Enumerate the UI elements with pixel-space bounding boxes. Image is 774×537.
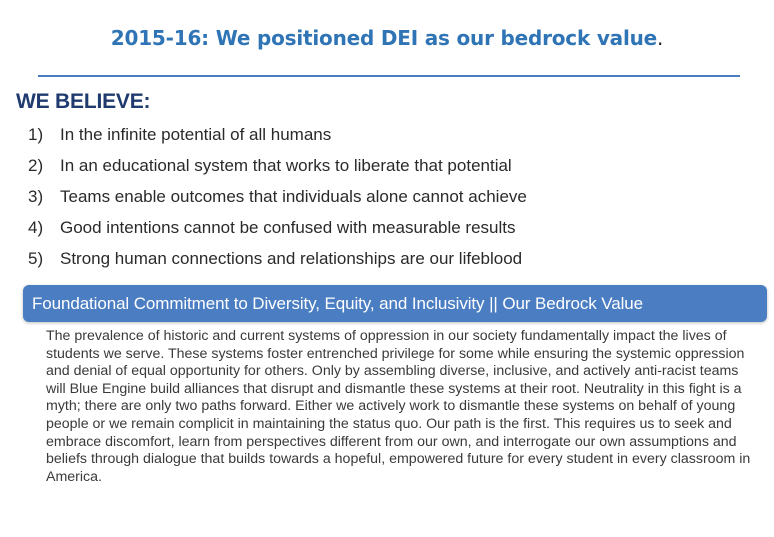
page-title-text: 2015-16: We positioned DEI as our bedrock value <box>110 26 658 50</box>
list-item <box>28 215 527 246</box>
list-item-text: In the infinite potential of all humans <box>60 125 332 144</box>
list-item-number: 2) <box>28 156 44 175</box>
list-item <box>28 246 527 277</box>
list-item-number: 3) <box>28 187 44 206</box>
list-item-text: Teams enable outcomes that individuals alone cannot achieve <box>60 187 527 206</box>
list-item-text: In an educational system that works to liberate that potential <box>60 156 512 175</box>
list-item-number: 1) <box>28 125 44 144</box>
list-item-number: 5) <box>28 249 44 268</box>
title-divider <box>38 75 740 77</box>
list-item-text: Good intentions cannot be confused with measurable results <box>60 218 516 237</box>
beliefs-list <box>28 122 527 277</box>
page-title <box>0 26 774 50</box>
page-title-period: . <box>657 26 664 50</box>
list-item-number: 4) <box>28 218 44 237</box>
commitment-paragraph: The prevalence of historic and current systems of oppression in our society fundamentally impact the lives of students we serve. These systems foster entrenched privilege for some while ensuring the systemic oppression and denial of equal opportunity for others. Only by assembling diverse, inclusive, and actively anti-racist teams will Blue Engine build alliances that disrupt and dismantle these systems at their root. Neutrality in this fight is a myth; there are only two paths forward. Either we actively work to dismantle these systems on behalf of young people or we remain complicit in maintaining the status quo. Our path is the first. This requires us to seek and embrace discomfort, learn from perspectives different from our own, and interrogate our own assumptions and beliefs through dialogue that builds towards a hopeful, empowered future for every student in every classroom in America. <box>46 328 751 485</box>
list-item <box>28 153 527 184</box>
list-item <box>28 122 527 153</box>
we-believe-heading: WE BELIEVE: <box>16 90 151 113</box>
list-item <box>28 184 527 215</box>
commitment-banner <box>23 285 767 322</box>
list-item-text: Strong human connections and relationships are our lifeblood <box>60 249 523 268</box>
commitment-banner-text: Foundational Commitment to Diversity, Equity, and Inclusivity || Our Bedrock Value <box>32 294 643 313</box>
